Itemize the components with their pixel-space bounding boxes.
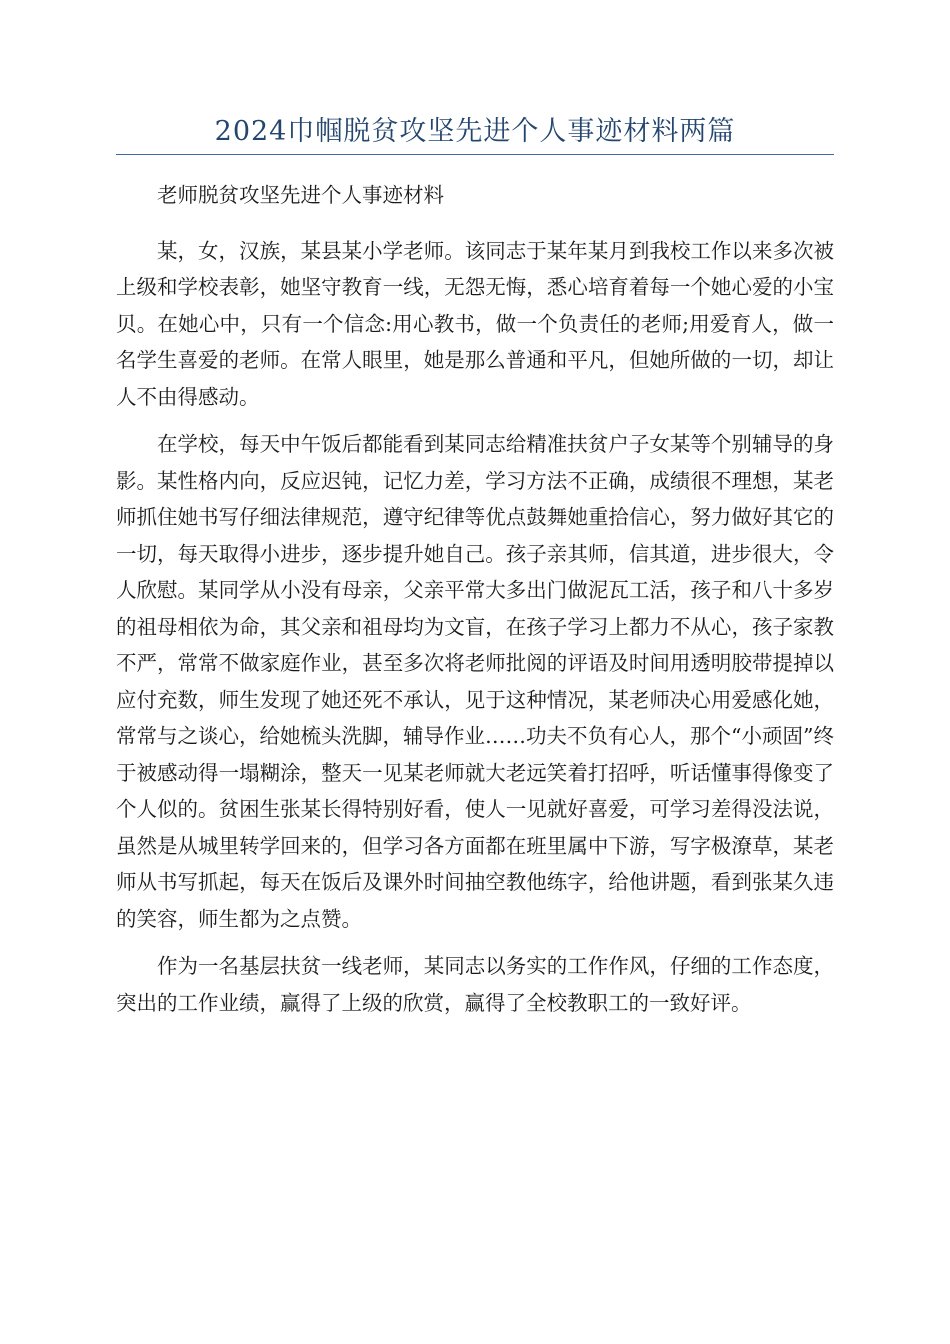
document-title: 2024巾帼脱贫攻坚先进个人事迹材料两篇 [214,116,736,147]
paragraph-3: 作为一名基层扶贫一线老师，某同志以务实的工作作风，仔细的工作态度，突出的工作业绩，赢得了上级的欣赏，赢得了全校教职工的一致好评。 [116,954,834,1015]
title-underline [116,154,834,155]
section-heading: 老师脱贫攻坚先进个人事迹材料 [157,183,444,207]
document-body [116,177,834,1032]
paragraph-2: 在学校，每天中午饭后都能看到某同志给精准扶贫户子女某等个别辅导的身影。某性格内向，反应迟钝，记忆力差，学习方法不正确，成绩很不理想，某老师抓住她书写仔细法律规范，遵守纪律等优点鼓舞她重拾信心，努力做好其它的一切，每天取得小进步，逐步提升她自己。孩子亲其师，信其道，进步很大，令人欣慰。某同学从小没有母亲，父亲平常大多出门做泥瓦工活，孩子和八十多岁的祖母相依为命，其父亲和祖母均为文盲，在孩子学习上都力不从心，孩子家教不严，常常不做家庭作业，甚至多次将老师批阅的评语及时间用透明胶带提掉以应付充数，师生发现了她还死不承认，见于这种情况，某老师决心用爱感化她，常常与之谈心，给她梳头洗脚，辅导作业……功夫不负有心人，那个“小顽固”终于被感动得一塌糊涂，整天一见某老师就大老远笑着打招呼，听话懂事得像变了个人似的。贫困生张某长得特别好看，使人一见就好喜爱，可学习差得没法说，虽然是从城里转学回来的，但学习各方面都在班里属中下游，写字极潦草，某老师从书写抓起，每天在饭后及课外时间抽空教他练字，给他讲题，看到张某久违的笑容，师生都为之点赞。 [116,432,834,931]
paragraph-1: 某，女，汉族，某县某小学老师。该同志于某年某月到我校工作以来多次被上级和学校表彰，她坚守教育一线，无怨无悔，悉心培育着每一个她心爱的小宝贝。在她心中，只有一个信念:用心教书，做一个负责任的老师;用爱育人，做一名学生喜爱的老师。在常人眼里，她是那么普通和平凡，但她所做的一切，却让人不由得感动。 [116,238,834,409]
